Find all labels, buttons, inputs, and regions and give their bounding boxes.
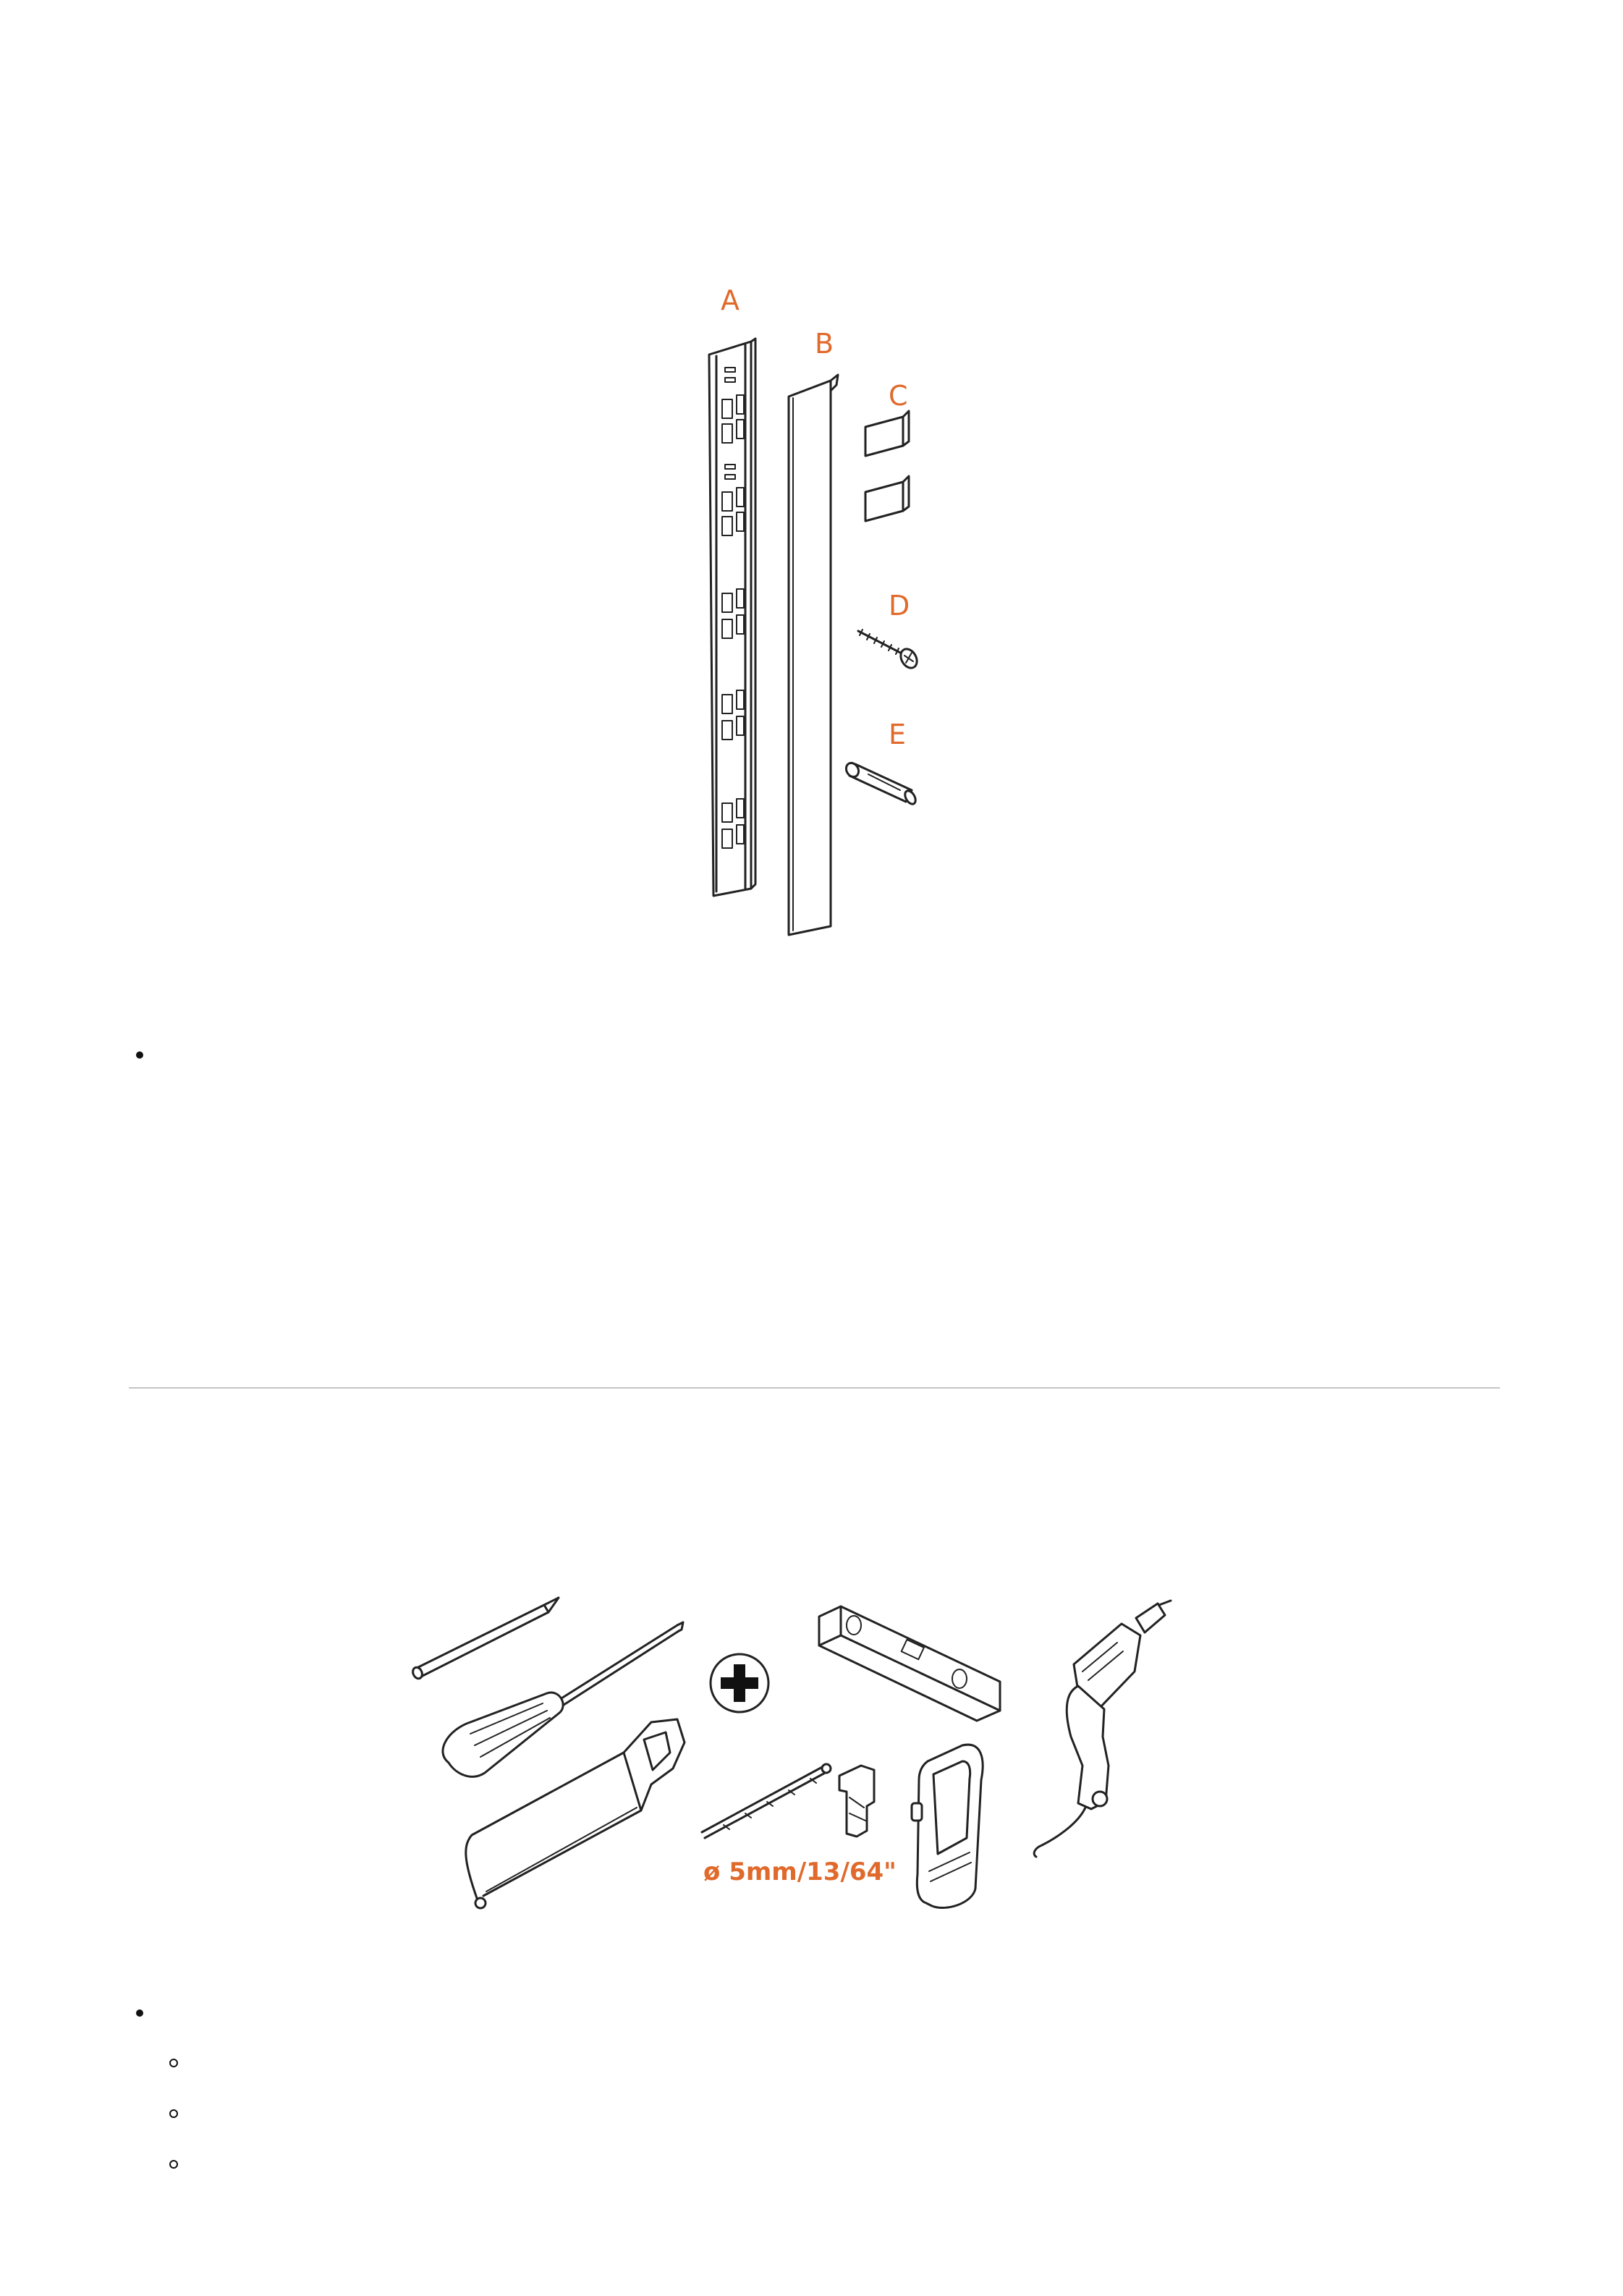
wall-plug-part-e xyxy=(844,761,918,805)
part-label-c: C xyxy=(889,380,908,412)
part-label-d: D xyxy=(889,590,910,622)
tools-figure xyxy=(405,1585,1237,1946)
screw-part-d xyxy=(858,630,920,671)
clip-part-c xyxy=(865,411,909,521)
section-divider xyxy=(129,1387,1500,1389)
list-bullet xyxy=(136,2009,143,2017)
part-label-b: B xyxy=(815,328,834,360)
phillips-bit-icon xyxy=(711,1654,768,1712)
power-drill-icon xyxy=(1034,1601,1171,1857)
spirit-level-icon xyxy=(819,1606,1000,1721)
drill-bit-long-icon xyxy=(702,1764,831,1838)
drill-bit-size-label: ø 5mm/13/64" xyxy=(703,1857,897,1886)
sub-list-bullet xyxy=(169,2059,178,2067)
cover-strip-part-b xyxy=(789,375,838,935)
sub-list-bullet xyxy=(169,2109,178,2118)
stud-detector-icon xyxy=(912,1745,983,1907)
list-bullet xyxy=(136,1051,143,1059)
pencil-icon xyxy=(411,1598,559,1680)
drill-bit-short-icon xyxy=(839,1766,874,1837)
part-label-a: A xyxy=(721,284,740,316)
sub-list-bullet xyxy=(169,2160,178,2169)
mounting-rail-part-a xyxy=(709,339,755,896)
parts-figure xyxy=(673,275,962,955)
part-label-e: E xyxy=(889,719,907,750)
